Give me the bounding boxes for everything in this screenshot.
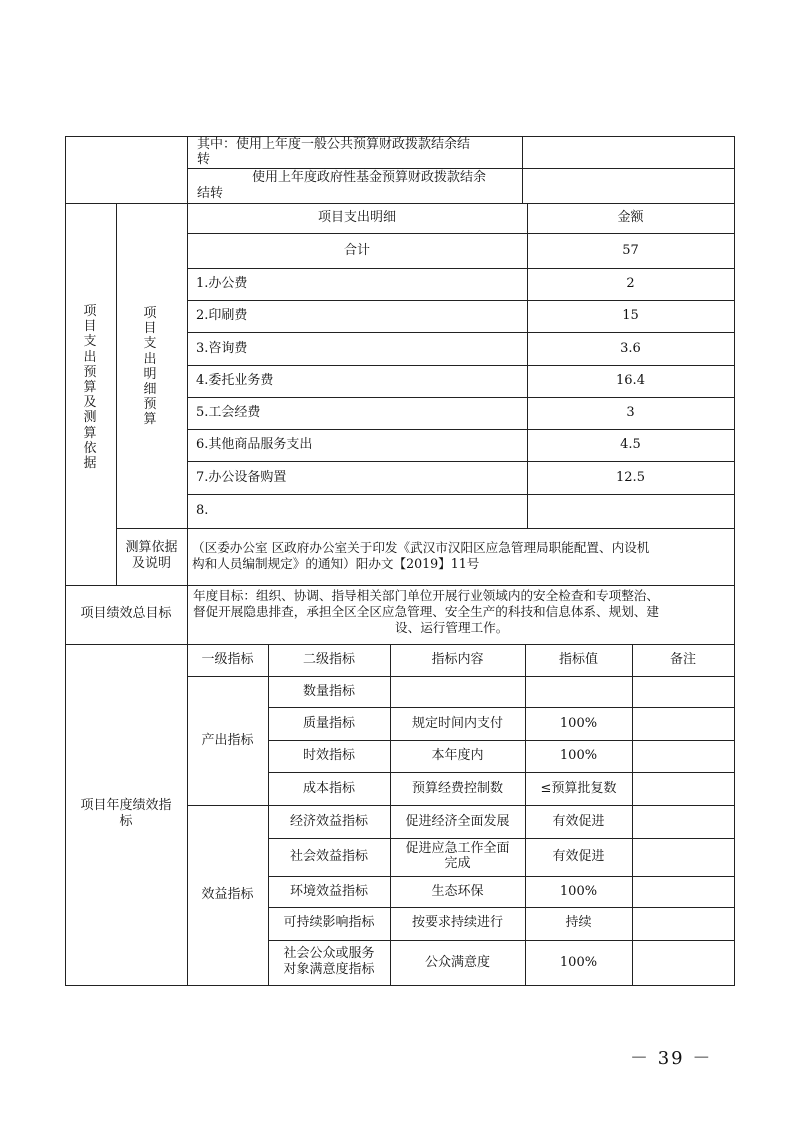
- basis-label-line1: 测算依据: [125, 540, 178, 555]
- indicator-value: 100%: [559, 955, 598, 970]
- expense-item-amount: 15: [622, 308, 639, 323]
- expense-item-amount: 3: [626, 405, 635, 420]
- indicator-section-label-line1: 项目年度绩效指: [80, 798, 172, 813]
- indicator-value: 有效促进: [552, 814, 605, 829]
- indicator-level2: 环境效益指标: [289, 884, 368, 899]
- expense-detail-budget-label: 项目支出明细预算: [143, 306, 157, 428]
- expense-item-name: 3.咨询费: [196, 341, 248, 356]
- basis-text-line1: （区委办公室 区政府办公室关于印发《武汉市汉阳区应急管理局职能配置、内设机: [192, 540, 650, 555]
- basis-text-line2: 构和人员编制规定》的通知）阳办文【2019】11号: [192, 556, 480, 571]
- expense-item-amount: 16.4: [616, 373, 645, 388]
- expense-total-label: 合计: [343, 243, 370, 258]
- indicator-level2: 时效指标: [302, 748, 355, 763]
- indicator-value: 100%: [559, 716, 598, 731]
- page-number: － 39 －: [630, 1048, 713, 1069]
- prior-year-general-budget-label-line1: 其中：使用上年度一般公共预算财政拨款结余结: [197, 137, 471, 152]
- expense-item-name: 5.工会经费: [196, 405, 261, 420]
- indicator-level2: 可持续影响指标: [283, 915, 375, 930]
- expense-item-name: 7.办公设备购置: [196, 470, 287, 485]
- indicator-content: 按要求持续进行: [411, 915, 503, 930]
- expense-item-amount: 12.5: [616, 470, 645, 485]
- expense-total-value: 57: [622, 243, 639, 258]
- header-level2: 二级指标: [302, 652, 355, 667]
- header-content: 指标内容: [431, 652, 484, 667]
- header-note: 备注: [669, 652, 696, 667]
- indicator-level2-line2: 对象满意度指标: [283, 962, 375, 977]
- indicator-content: 促进经济全面发展: [405, 814, 510, 829]
- indicator-content: 规定时间内支付: [411, 716, 503, 731]
- expense-amount-header: 金额: [617, 210, 644, 225]
- expense-budget-section-label: 项目支出预算及测算依据: [83, 304, 97, 472]
- goal-text-line2: 督促开展隐患排查，承担全区全区应急管理、安全生产的科技和信息体系、规划、建: [193, 604, 659, 619]
- indicator-level2-line1: 社会公众或服务: [283, 946, 375, 961]
- expense-item-name: 8.: [196, 503, 209, 518]
- indicator-section-label-line2: 标: [119, 814, 133, 829]
- header-level1: 一级指标: [201, 652, 254, 667]
- indicator-value: 100%: [559, 884, 598, 899]
- goal-text-line1: 年度目标：组织、协调、指导相关部门单位开展行业领域内的安全检查和专项整治、: [193, 588, 659, 603]
- expense-item-amount: 4.5: [620, 437, 641, 452]
- basis-label-line2: 及说明: [131, 556, 171, 571]
- prior-year-fund-budget-label-line2: 结转: [197, 186, 224, 201]
- indicator-content-line2: 完成: [444, 856, 471, 871]
- expense-item-header: 项目支出明细: [317, 210, 396, 225]
- indicator-level2: 成本指标: [302, 781, 355, 796]
- goal-label: 项目绩效总目标: [80, 606, 172, 621]
- expense-item-amount: 3.6: [620, 341, 641, 356]
- expense-item-name: 6.其他商品服务支出: [196, 437, 313, 452]
- prior-year-general-budget-label-line2: 转: [197, 152, 211, 167]
- expense-item-amount: 2: [626, 276, 635, 291]
- indicator-level2: 数量指标: [302, 684, 355, 699]
- indicator-content: 本年度内: [431, 748, 484, 763]
- level1-output: 产出指标: [201, 733, 254, 748]
- indicator-level2: 社会效益指标: [289, 849, 368, 864]
- expense-item-name: 2.印刷费: [196, 308, 248, 323]
- header-value: 指标值: [558, 652, 598, 667]
- level1-benefit: 效益指标: [201, 887, 254, 902]
- indicator-level2: 经济效益指标: [289, 814, 368, 829]
- prior-year-fund-budget-label-line1: 使用上年度政府性基金预算财政拨款结余: [252, 170, 487, 185]
- goal-text-line3: 设、运行管理工作。: [395, 620, 509, 635]
- indicator-content: 公众满意度: [424, 955, 490, 970]
- indicator-value: 100%: [559, 748, 598, 763]
- indicator-content-line1: 促进应急工作全面: [405, 841, 510, 856]
- expense-item-name: 1.办公费: [196, 276, 248, 291]
- indicator-value: 有效促进: [552, 849, 605, 864]
- indicator-level2: 质量指标: [302, 716, 355, 731]
- indicator-content: 生态环保: [431, 884, 484, 899]
- indicator-value: 持续: [565, 915, 592, 930]
- expense-item-name: 4.委托业务费: [196, 373, 274, 388]
- indicator-content: 预算经费控制数: [411, 781, 503, 796]
- indicator-value: ≤预算批复数: [540, 781, 617, 796]
